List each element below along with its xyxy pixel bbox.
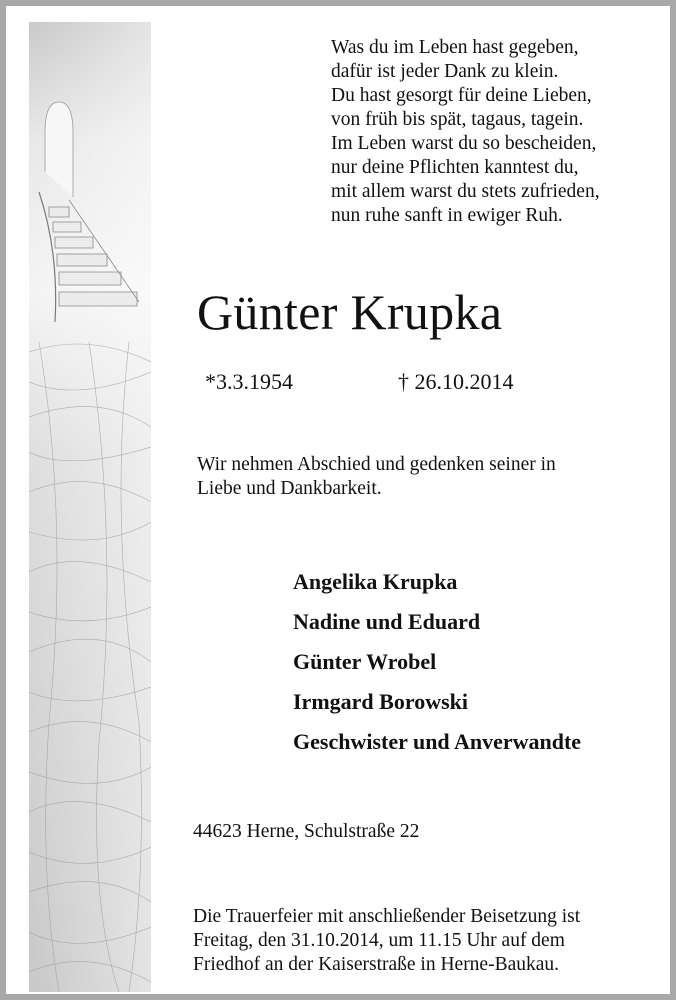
funeral-line: Friedhof an der Kaiserstraße in Herne-Baukau.: [193, 954, 560, 975]
poem-line: nun ruhe sanft in ewiger Ruh.: [331, 205, 563, 226]
address: 44623 Herne, Schulstraße 22: [193, 821, 420, 842]
staircase-to-light-icon: [29, 22, 151, 992]
poem-line: mit allem warst du stets zufrieden,: [331, 181, 600, 202]
farewell-text: [197, 453, 556, 501]
poem: [331, 36, 600, 228]
funeral-line: Die Trauerfeier mit anschließender Beisetzung ist: [193, 906, 581, 927]
mourner-name: Nadine und Eduard: [293, 609, 481, 634]
farewell-line: Liebe und Dankbarkeit.: [197, 478, 382, 499]
mourner-name: Geschwister und Anverwandte: [293, 729, 582, 754]
poem-line: nur deine Pflichten kanntest du,: [331, 157, 579, 178]
poem-line: Was du im Leben hast gegeben,: [331, 37, 579, 58]
funeral-line: Freitag, den 31.10.2014, um 11.15 Uhr auf dem: [193, 930, 565, 951]
birth-date: *3.3.1954: [205, 369, 293, 394]
farewell-line: Wir nehmen Abschied und gedenken seiner in: [197, 454, 556, 475]
mourners-list: [293, 562, 581, 762]
death-date: † 26.10.2014: [398, 369, 514, 394]
mourner-name: Angelika Krupka: [293, 569, 458, 594]
poem-line: Du hast gesorgt für deine Lieben,: [331, 85, 592, 106]
funeral-notice: [193, 905, 580, 977]
poem-line: Im Leben warst du so bescheiden,: [331, 133, 597, 154]
deceased-name: Günter Krupka: [197, 284, 503, 340]
mourner-name: Günter Wrobel: [293, 649, 437, 674]
poem-line: von früh bis spät, tagaus, tagein.: [331, 109, 584, 130]
mourner-name: Irmgard Borowski: [293, 689, 468, 714]
poem-line: dafür ist jeder Dank zu klein.: [331, 61, 559, 82]
